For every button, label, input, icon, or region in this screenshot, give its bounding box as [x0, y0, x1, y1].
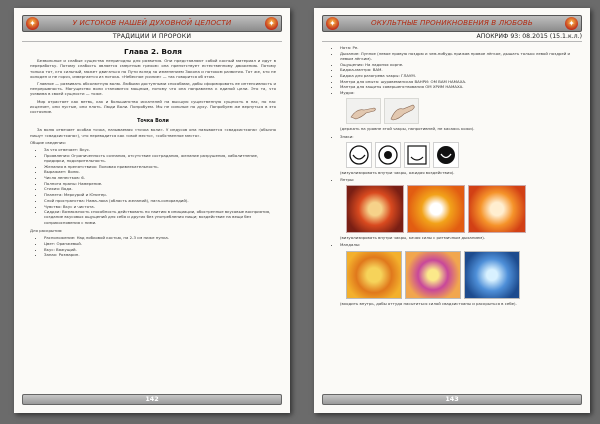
paragraph: Мир отрастает как ветвь, как и большинство искателей на высшую существенную сущность в нас, но нас исцеляет, они пустые, они плоть. Люди Воли. Попробуем. Мы не сильные по духу. Попробуем же вернуться в это состояние. [30, 98, 276, 115]
svadhisthana-sign-image [404, 142, 430, 168]
svadhisthana-sign-image [375, 142, 401, 168]
flame-logo-icon: ✦ [26, 17, 39, 30]
list-item: • Расположение: Над лобковой костью, на 2-3 см ниже пупка. [44, 235, 276, 240]
list-item: • Биджа для разогрева чакры: ГЛАУМ. [340, 73, 580, 78]
left-page [14, 8, 290, 413]
sign-images [346, 142, 580, 168]
mudra-images [346, 98, 580, 124]
flame-logo-icon: ✦ [565, 17, 578, 30]
caption: (визуализировать внутри чакры, ожидая воздействия). [340, 169, 455, 175]
list-item: • Цвет: Оранжевый. [44, 241, 276, 246]
svadhisthana-sign-image [433, 142, 459, 168]
caption: (визуализировать внутри чакры, качая силы с ритмичным дыханием). [340, 235, 485, 241]
page-number: 142 [145, 395, 159, 403]
caption: (держать на уровне этой чакры, напротивней, не касаясь кожи). [340, 126, 475, 132]
flame-logo-icon: ✦ [265, 17, 278, 30]
right-header-band [322, 15, 582, 32]
left-header-title: У ИСТОКОВ НАШЕЙ ДУХОВНОЙ ЦЕЛОСТИ [72, 18, 232, 27]
chapter-title: Глава 2. Воля [124, 47, 182, 56]
mandala-image [346, 251, 402, 299]
props-list [340, 45, 580, 95]
activate-list [44, 235, 276, 257]
list-item: • Чувство: Вкус и чистота. [44, 204, 276, 209]
list-item: • За что отвечает: Вкус. [44, 147, 276, 152]
list-item: • Проявления: Ограниченность сознания, отсутствие сострадания, желание разрушения, хаболитнение, придирки, подозрительность. [44, 153, 276, 163]
list-item: • Ощущения: На ладонях корне. [340, 62, 580, 67]
list-item: • Знаки: [340, 134, 580, 139]
left-section-title: ТРАДИЦИИ И ПРОРОКИ [112, 33, 192, 40]
list-item: • Дыхание: Лунное (левое правую ноздрю и чем-нибудь прижав правое лёгкое, дышать только левой ноздрей и левым лёгким). [340, 51, 580, 61]
list-item: • Желания в препятствиях: Половая привлекательность. [44, 164, 276, 169]
list-item: • Запах: Розмарин. [44, 252, 276, 257]
divider [322, 41, 582, 42]
list-item: • Полнота праны: Намерение. [44, 181, 276, 186]
left-footer [22, 394, 282, 405]
mudra-hand-image [346, 98, 381, 124]
right-page [314, 8, 590, 413]
yantra-image [407, 185, 465, 233]
list-item: • Вкус: Вяжущий. [44, 247, 276, 252]
page-number: 143 [445, 395, 459, 403]
list-item: • Янтры: [340, 177, 580, 182]
list-item: • Слой пространства: Нама-лока (область желаний), нага-сонорандий). [44, 198, 276, 203]
right-content [340, 44, 580, 308]
general-label: Общие сведения: [30, 139, 66, 145]
list-item: • Биджа-мантра: ВАМ. [340, 67, 580, 72]
right-section-title: АПОКРИФ 93: 08.2015 (15.1.к.л.) [476, 33, 582, 40]
yantra-images [346, 185, 580, 233]
subtitle: Точка Воли [137, 119, 169, 125]
flame-logo-icon: ✦ [326, 17, 339, 30]
mandala-images [346, 251, 580, 299]
paragraph: Главное — развивать абсолютную волю. Любыми доступными способами, дабы сформировать ее интенсивность и непрерывность. Могущество воли становится мощным, потому что она направлена к единой цели. Это та, что уязвима в своей сущности — тоже. [30, 81, 276, 97]
yantra-image [346, 185, 404, 233]
chakra-list [340, 177, 580, 182]
mandala-list [340, 242, 580, 247]
list-item: • Мудра: [340, 90, 580, 95]
list-item: • Выражает: Волю. [44, 169, 276, 174]
left-header-band [22, 15, 282, 32]
list-item: • Планета: Меркурий и Юпитер. [44, 192, 276, 197]
caption: (входить внутрь, дабы оттуда насытиться силой свадхистханы и раскрыться в себе). [340, 300, 517, 306]
svadhisthana-sign-image [346, 142, 372, 168]
paragraph: За волю отвечает особая точка, называемая «точка воли». У индусов она называется «свадхистхана» (обычно пишут «свадхистхана»), что переводится как «своё место», «собственное место». [30, 127, 276, 138]
list-item: • Мантра для защиты совершенствования ОМ ХРИМ НАМАХА. [340, 84, 580, 89]
list-item: • Мантра для опыта: шуравеминская ВАНРИ: ОМ ВАМ НАМАХА. [340, 79, 580, 84]
list-item: • Сиддхи: Возможность способность действовать по наитию в инициации, обостренные вкусовые восприятия, создание вкусовых ощущений для себя и других без употребления пищи; воздействие на вещи без соприкосновения с ними. [44, 209, 276, 225]
yantra-image [468, 185, 526, 233]
right-footer [322, 394, 582, 405]
right-header-title: ОКУЛЬТНЫЕ ПРОНИКНОВЕНИЯ В ЛЮБОВЬ [371, 18, 533, 27]
list-item: • Нота: Ре. [340, 45, 580, 50]
list-item: • Стихия: Вода. [44, 186, 276, 191]
left-content [30, 45, 276, 260]
activate-label: Для раскрытия: [30, 227, 63, 233]
general-list [44, 147, 276, 225]
mandala-image [464, 251, 520, 299]
yantra-list [340, 134, 580, 139]
list-item: • Число лепестков: 6. [44, 175, 276, 180]
mandala-image [405, 251, 461, 299]
divider [22, 41, 282, 42]
list-item: • Мандалы: [340, 242, 580, 247]
paragraph: Безвольные и слабые существа непригодны для развития. Они представляют собой косный материал и идут в переработку. Потому слабость является смертным грехом: она препятствует естественному движению. Потому только тот, кто сильный, может двигаться по Пути вслед за изменением Закона и потоком развития. Тот же, кто не холоден и не горяч, извергается из потока. «Небесное усилие» — так говорится об этом. [30, 58, 276, 79]
mudra-hand-image [384, 98, 419, 124]
